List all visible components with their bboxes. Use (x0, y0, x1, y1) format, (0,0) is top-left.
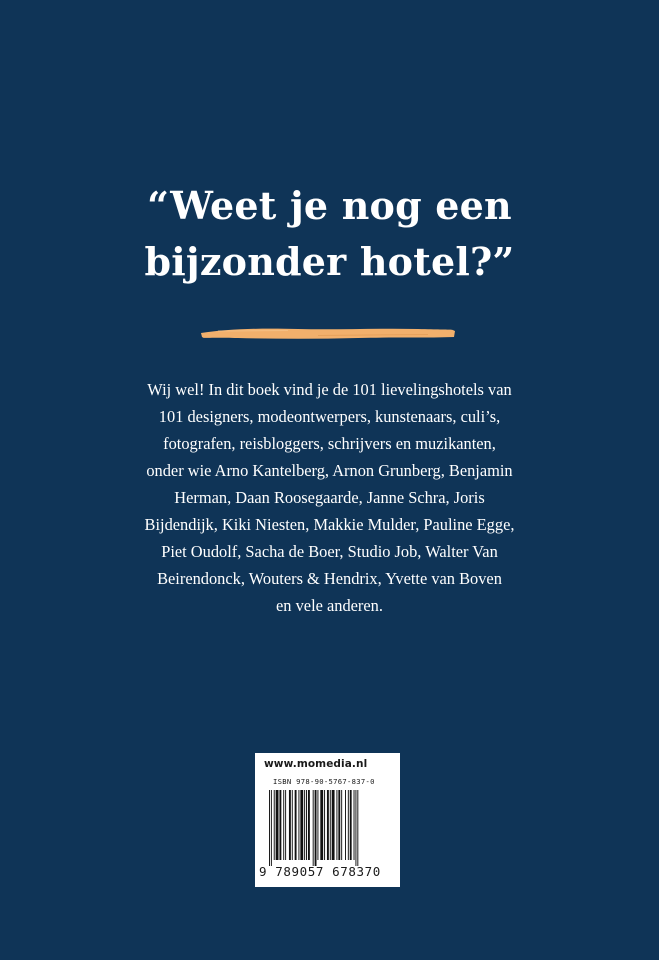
barcode-bar (298, 790, 299, 860)
description-line: Piet Oudolf, Sacha de Boer, Studio Job, Walter Van (161, 542, 498, 561)
barcode-bar (279, 790, 281, 860)
barcode-bar (306, 790, 307, 860)
barcode-bars-icon (269, 790, 387, 866)
barcode-bar (292, 790, 293, 860)
headline-quote (80, 178, 579, 290)
barcode-bar (274, 790, 275, 860)
barcode-bar (300, 790, 303, 860)
description-text (100, 376, 559, 619)
barcode-label (255, 753, 400, 887)
barcode-bar (317, 790, 318, 860)
headline-line-1: “Weet je nog een (147, 183, 512, 228)
barcode-bar (327, 790, 329, 860)
barcode-bar (338, 790, 340, 860)
barcode-bar (348, 790, 349, 860)
publisher-website: www.momedia.nl (264, 758, 368, 770)
barcode-bar (283, 790, 284, 860)
description-line: 101 designers, modeontwerpers, kunstenaars, culi’s, (158, 407, 501, 426)
description-line: onder wie Arno Kantelberg, Arnon Grunberg, Benjamin (146, 461, 513, 480)
barcode-bar (354, 790, 355, 860)
barcode-bar (313, 790, 314, 866)
description-line: en vele anderen. (276, 596, 383, 615)
barcode-bar (289, 790, 291, 860)
barcode-bar (341, 790, 342, 860)
barcode-bar (285, 790, 286, 860)
barcode-bar (355, 790, 356, 866)
barcode-bar (345, 790, 346, 860)
barcode-bar (330, 790, 331, 860)
description-line: Beirendonck, Wouters & Hendrix, Yvette van Boven (157, 569, 502, 588)
barcode-bar (271, 790, 272, 866)
ean-digits: 9 789057 678370 (259, 864, 381, 879)
barcode-bar (320, 790, 323, 860)
description-line: Herman, Daan Roosegaarde, Janne Schra, Joris (174, 488, 485, 507)
brush-stroke-divider (198, 322, 458, 344)
barcode-bar (350, 790, 352, 860)
description-line: fotografen, reisbloggers, schrijvers en muzikanten, (163, 434, 496, 453)
barcode-bar (315, 790, 317, 866)
barcode-bar (357, 790, 358, 866)
barcode-bar (295, 790, 297, 860)
barcode-bar (304, 790, 305, 860)
isbn-text: ISBN 978-90-5767-837-0 (273, 777, 375, 786)
barcode-bar (324, 790, 325, 860)
barcode-bar (269, 790, 270, 866)
barcode-bar (332, 790, 335, 860)
barcode-bar (308, 790, 310, 860)
headline-line-2: bijzonder hotel?” (144, 239, 515, 284)
barcode-bar (336, 790, 337, 860)
description-line: Bijdendijk, Kiki Niesten, Makkie Mulder, Pauline Egge, (144, 515, 515, 534)
barcode-bar (276, 790, 279, 860)
description-line: Wij wel! In dit boek vind je de 101 lievelingshotels van (147, 380, 512, 399)
